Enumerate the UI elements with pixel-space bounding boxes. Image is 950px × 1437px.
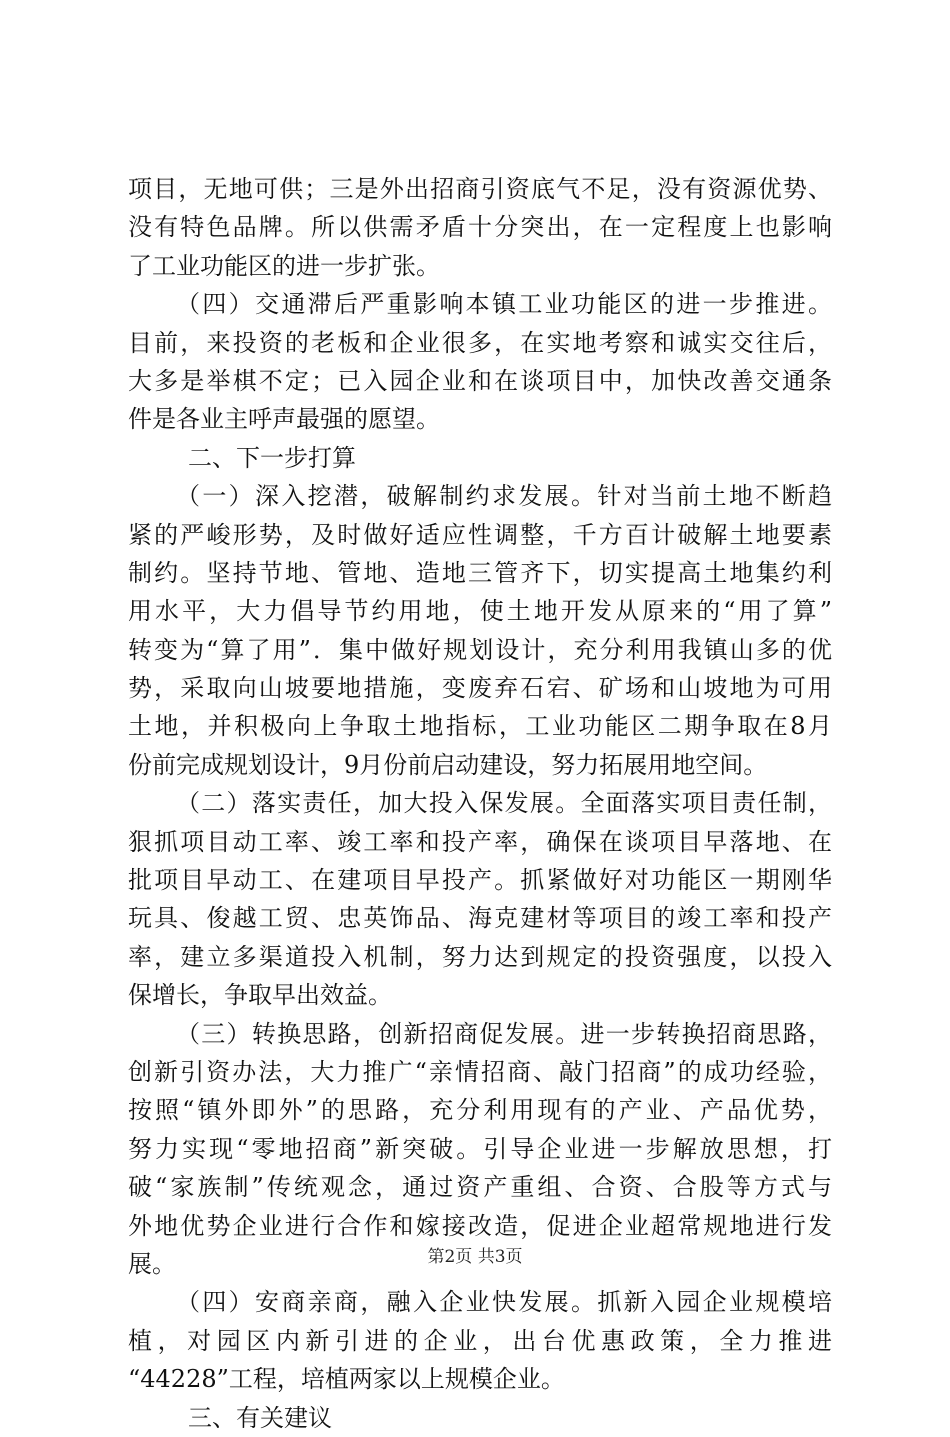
section-heading: 二、下一步打算	[188, 443, 356, 472]
text-line: 植，对园区内新引进的企业，出台优惠政策，全力推进	[128, 1326, 832, 1355]
text-line: 用水平，大力倡导节约用地，使土地开发从原来的“用了算”	[128, 597, 832, 626]
text-line: 份前完成规划设计，9月份前启动建设，努力拓展用地空间。	[128, 750, 768, 779]
paragraph-start-line: （一）深入挖潜，破解制约求发展。针对当前土地不断趋	[176, 482, 832, 511]
text-line: 目前，来投资的老板和企业很多，在实地考察和诚实交往后，	[128, 328, 832, 357]
text-line: 玩具、俊越工贸、忠英饰品、海克建材等项目的竣工率和投产	[128, 904, 832, 933]
text-line: 大多是举棋不定；已入园企业和在谈项目中，加快改善交通条	[128, 366, 832, 395]
text-line: 按照“镇外即外”的思路，充分利用现有的产业、产品优势，	[128, 1096, 832, 1125]
text-line: 了工业功能区的进一步扩张。	[128, 251, 440, 280]
paragraph-start-line: （二）落实责任，加大投入保发展。全面落实项目责任制，	[176, 789, 832, 818]
paragraph-start-line: （四）安商亲商，融入企业快发展。抓新入园企业规模培	[176, 1288, 832, 1317]
text-line: 保增长，争取早出效益。	[128, 981, 392, 1010]
section-heading: 三、有关建议	[188, 1403, 332, 1432]
paragraph-start-line: （三）转换思路，创新招商促发展。进一步转换招商思路，	[176, 1019, 832, 1048]
page-footer: 第2页 共3页	[427, 1247, 523, 1267]
text-line: 转变为“算了用”．集中做好规划设计，充分利用我镇山多的优	[128, 635, 832, 664]
text-line: 土地，并积极向上争取土地指标，工业功能区二期争取在8月	[128, 712, 832, 741]
text-line: 外地优势企业进行合作和嫁接改造，促进企业超常规地进行发	[128, 1211, 832, 1240]
text-line: 势，采取向山坡要地措施，变废弃石宕、矿场和山坡地为可用	[128, 674, 832, 703]
text-line: 努力实现“零地招商”新突破。引导企业进一步解放思想，打	[128, 1134, 832, 1163]
text-line: “44228”工程，培植两家以上规模企业。	[128, 1365, 565, 1394]
text-line: 创新引资办法，大力推广“亲情招商、敲门招商”的成功经验，	[128, 1057, 832, 1086]
text-line: 展。	[128, 1249, 176, 1278]
paragraph-start-line: （四）交通滞后严重影响本镇工业功能区的进一步推进。	[176, 290, 832, 319]
text-line: 制约。坚持节地、管地、造地三管齐下，切实提高土地集约利	[128, 558, 832, 587]
text-line: 项目，无地可供；三是外出招商引资底气不足，没有资源优势、	[128, 175, 832, 203]
text-line: 没有特色品牌。所以供需矛盾十分突出，在一定程度上也影响	[128, 213, 832, 242]
text-line: 紧的严峻形势，及时做好适应性调整，千方百计破解土地要素	[128, 520, 832, 549]
text-line: 狠抓项目动工率、竣工率和投产率，确保在谈项目早落地、在	[128, 827, 832, 856]
text-line: 件是各业主呼声最强的愿望。	[128, 405, 440, 434]
text-line: 率，建立多渠道投入机制，努力达到规定的投资强度，以投入	[128, 942, 832, 971]
text-line: 批项目早动工、在建项目早投产。抓紧做好对功能区一期刚华	[128, 866, 832, 895]
text-line: 破“家族制”传统观念，通过资产重组、合资、合股等方式与	[128, 1173, 832, 1202]
